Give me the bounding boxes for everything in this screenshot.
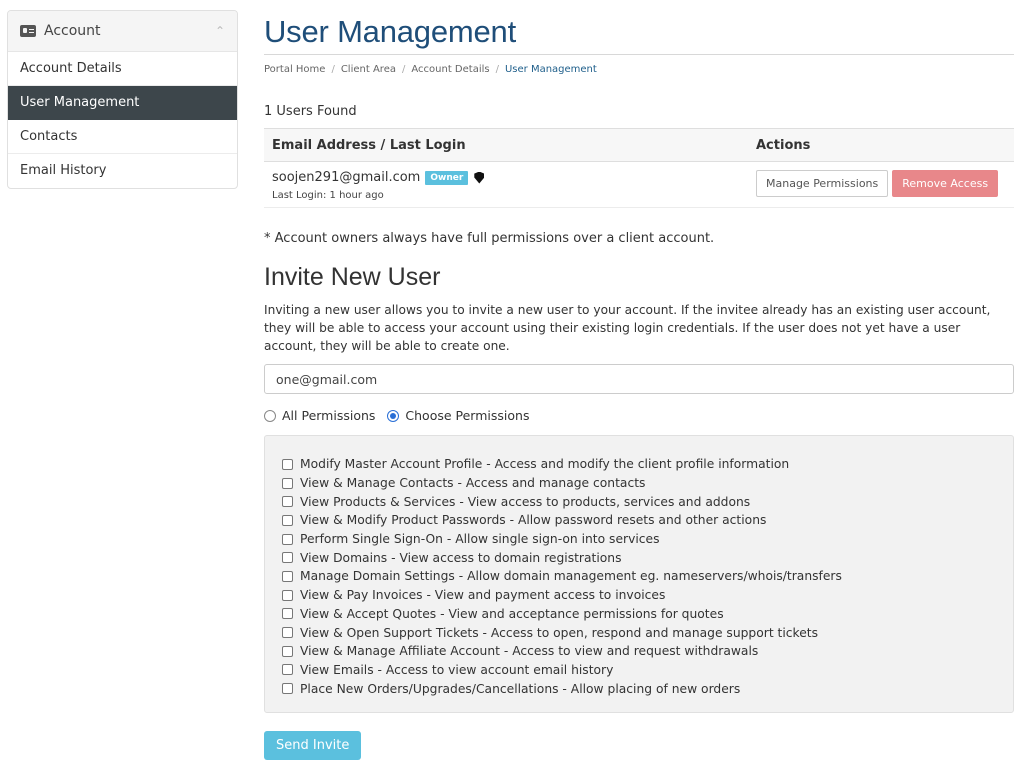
send-invite-button[interactable]: Send Invite <box>264 731 361 760</box>
sidebar-header[interactable] <box>8 11 237 52</box>
users-table <box>264 128 1014 208</box>
column-header-actions: Actions <box>748 129 1014 162</box>
sidebar-item-contacts[interactable]: Contacts <box>8 120 237 154</box>
radio-choose-permissions-label[interactable]: Choose Permissions <box>405 408 530 423</box>
permission-item[interactable] <box>282 567 996 586</box>
permission-item[interactable] <box>282 548 996 567</box>
user-email: soojen291@gmail.com <box>272 170 421 185</box>
permission-item[interactable] <box>282 642 996 661</box>
permission-checkbox[interactable] <box>282 552 293 563</box>
permission-label[interactable]: View & Pay Invoices - View and payment access to invoices <box>300 588 666 603</box>
permission-item[interactable] <box>282 474 996 493</box>
permission-checkbox[interactable] <box>282 478 293 489</box>
radio-choose-permissions[interactable] <box>387 410 399 422</box>
sidebar-item-user-management[interactable]: User Management <box>8 86 237 120</box>
permission-item[interactable] <box>282 492 996 511</box>
breadcrumb-account-details[interactable]: Account Details <box>411 64 490 75</box>
permission-checkbox[interactable] <box>282 571 293 582</box>
invite-description: Inviting a new user allows you to invite a new user to your account. If the invitee already has an existing user account, they will be able to access your account using their existing login credentials. If the user does not yet have a user account, they will be able to create one. <box>264 303 991 353</box>
permission-label[interactable]: View & Manage Affiliate Account - Access to view and request withdrawals <box>300 644 759 659</box>
permission-checkbox[interactable] <box>282 683 293 694</box>
permissions-panel <box>264 435 1014 713</box>
id-card-icon <box>20 25 36 37</box>
permission-checkbox[interactable] <box>282 590 293 601</box>
breadcrumb-client-area[interactable]: Client Area <box>340 64 396 75</box>
main-content <box>264 0 1014 760</box>
users-found-count: 1 Users Found <box>264 104 357 119</box>
permission-label[interactable]: View Emails - Access to view account email history <box>300 662 614 677</box>
remove-access-button[interactable]: Remove Access <box>892 170 998 197</box>
owners-note: * Account owners always have full permissions over a client account. <box>264 231 715 246</box>
manage-permissions-button[interactable]: Manage Permissions <box>756 170 888 197</box>
permission-checkbox[interactable] <box>282 459 293 470</box>
permission-item[interactable] <box>282 511 996 530</box>
shield-icon <box>474 172 484 184</box>
last-login: Last Login: 1 hour ago <box>272 190 384 201</box>
page-title: User Management <box>264 0 1014 55</box>
radio-all-permissions[interactable] <box>264 410 276 422</box>
permission-checkbox[interactable] <box>282 664 293 675</box>
sidebar-item-email-history[interactable]: Email History <box>20 163 107 178</box>
permission-label[interactable]: View & Accept Quotes - View and acceptance permissions for quotes <box>300 606 724 621</box>
permission-item[interactable] <box>282 623 996 642</box>
permission-checkbox[interactable] <box>282 496 293 507</box>
permission-checkbox[interactable] <box>282 515 293 526</box>
permission-item[interactable] <box>282 679 996 698</box>
permission-label[interactable]: Modify Master Account Profile - Access and modify the client profile information <box>300 457 790 472</box>
permission-mode <box>264 408 1014 423</box>
permission-item[interactable] <box>282 661 996 680</box>
invite-email-input[interactable] <box>264 364 1014 394</box>
breadcrumb-portal-home[interactable]: Portal Home <box>264 64 326 75</box>
permission-item[interactable] <box>282 530 996 549</box>
permission-label[interactable]: View Domains - View access to domain registrations <box>300 550 622 565</box>
permission-item[interactable] <box>282 455 996 474</box>
sidebar-header-title: Account <box>44 23 101 39</box>
invite-title: Invite New User <box>264 263 441 291</box>
permission-checkbox[interactable] <box>282 534 293 545</box>
permission-label[interactable]: Perform Single Sign-On - Allow single sign-on into services <box>300 532 660 547</box>
chevron-up-icon[interactable]: ⌃ <box>214 24 225 38</box>
radio-all-permissions-label[interactable]: All Permissions <box>282 408 376 423</box>
permission-checkbox[interactable] <box>282 646 293 657</box>
breadcrumb-current: User Management <box>504 64 597 75</box>
permission-checkbox[interactable] <box>282 608 293 619</box>
permission-label[interactable]: View & Manage Contacts - Access and manage contacts <box>300 476 646 491</box>
permission-label[interactable]: View & Open Support Tickets - Access to open, respond and manage support tickets <box>300 625 819 640</box>
breadcrumb: Portal Home / Client Area / Account Details / User Management <box>264 64 597 75</box>
column-header-email: Email Address / Last Login <box>264 129 748 162</box>
owner-badge: Owner <box>425 171 468 185</box>
permission-label[interactable]: Place New Orders/Upgrades/Cancellations - Allow placing of new orders <box>300 681 741 696</box>
permission-label[interactable]: View & Modify Product Passwords - Allow password resets and other actions <box>300 513 767 528</box>
permission-label[interactable]: View Products & Services - View access to products, services and addons <box>300 494 751 509</box>
table-row <box>264 162 1014 208</box>
account-sidebar <box>7 10 238 189</box>
permission-checkbox[interactable] <box>282 627 293 638</box>
permission-label[interactable]: Manage Domain Settings - Allow domain management eg. nameservers/whois/transfers <box>300 569 842 584</box>
permission-item[interactable] <box>282 605 996 624</box>
permission-item[interactable] <box>282 586 996 605</box>
sidebar-item-account-details[interactable]: Account Details <box>8 52 237 86</box>
